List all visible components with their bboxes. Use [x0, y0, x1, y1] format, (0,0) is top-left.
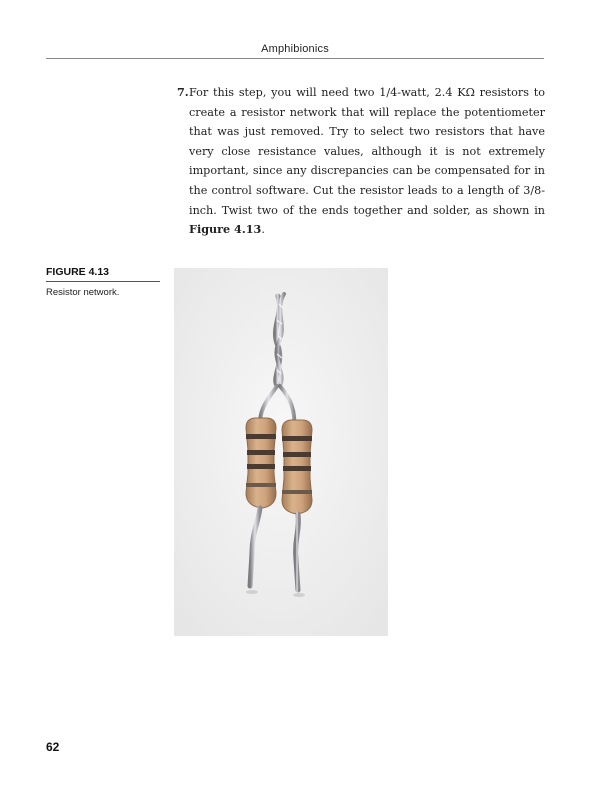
left-band-3 [247, 464, 275, 469]
right-band-2 [283, 452, 311, 457]
right-lead-shadow [293, 593, 305, 597]
left-band-2 [247, 450, 275, 455]
right-band-4 [282, 490, 312, 494]
right-band-1 [282, 436, 312, 441]
left-lead-shadow [246, 590, 258, 594]
running-header: Amphibionics [261, 43, 329, 55]
figure-label: FIGURE 4.13 [46, 266, 160, 282]
left-band-4 [246, 483, 276, 487]
left-resistor [246, 418, 276, 508]
right-resistor [282, 420, 312, 514]
figure-caption: Resistor network. [46, 287, 120, 298]
step-7 [177, 83, 545, 240]
resistor-network-photo [174, 268, 388, 636]
step-number: 7. [177, 85, 189, 99]
left-band-1 [246, 434, 276, 439]
page-number: 62 [46, 740, 60, 754]
right-band-3 [283, 466, 311, 471]
step-text-end: . [261, 223, 265, 237]
step-text-main: For this step, you will need two 1/4-watt, 2.4 KΩ resistors to create a resistor network that will replace the potentiometer that was just removed. Try to select two resistors that have very close resistance values, although it is not extremely important, since any discrepancies can be compensated for in the control software. Cut the resistor leads to a length of 3/8-inch. Twist two of the ends together and solder, as shown in [189, 86, 545, 217]
step-text [189, 83, 545, 240]
figure-reference: Figure 4.13 [189, 222, 262, 237]
header-rule [46, 58, 544, 59]
